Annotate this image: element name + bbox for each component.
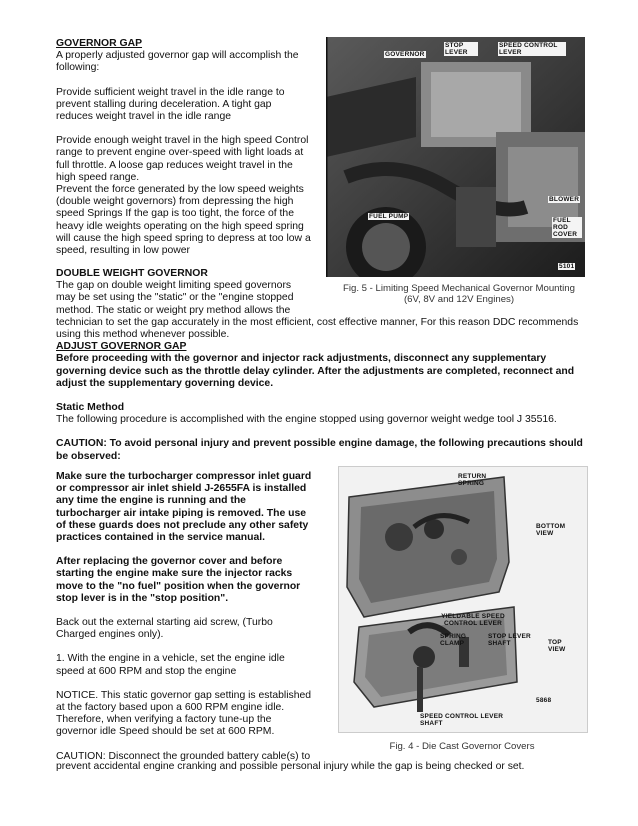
text-line: CAUTION: Disconnect the grounded battery cable(s) to bbox=[56, 750, 311, 762]
text-line: may be set using the "static" or the "engine stopped bbox=[56, 292, 294, 304]
text-line: Therefore, when verifying a factory tune-up the bbox=[56, 714, 272, 726]
text-line: adjust the supplementary governing device. bbox=[56, 377, 274, 389]
return-spring-label: RETURN SPRING bbox=[458, 473, 487, 487]
double-weight-heading: DOUBLE WEIGHT GOVERNOR bbox=[56, 268, 208, 279]
final-caution-line bbox=[56, 761, 596, 773]
precautions-section bbox=[56, 471, 326, 763]
double-weight-section bbox=[56, 268, 596, 463]
figure-code: 5101 bbox=[559, 263, 575, 270]
figure4-caption: Fig. 4 - Die Cast Governor Covers bbox=[389, 741, 535, 752]
governor-gap-section bbox=[56, 38, 318, 257]
text-line: NOTICE. This static governor gap setting is established bbox=[56, 689, 312, 701]
text-line: heavy idle weights operating on the high speed spring bbox=[56, 220, 304, 232]
text-line: using this method whenever possible. bbox=[56, 329, 230, 341]
covers-photo-art bbox=[339, 467, 587, 732]
text-line: range to prevent engine over-speed with light loads at bbox=[56, 147, 304, 159]
text-line: Make sure the turbocharger compressor inlet guard bbox=[56, 471, 312, 482]
top-view-label: TOP VIEW bbox=[548, 639, 566, 653]
text-line: turbocharger air intake piping is removed. The use bbox=[56, 507, 307, 519]
text-line: method. The static or weight pry method allows the bbox=[56, 304, 291, 316]
text-line: governing device such as the throttle delay cylinder. After the adjustments are completed, reconnect and bbox=[56, 365, 575, 377]
text-line: any time the engine is running and the bbox=[56, 495, 246, 507]
engine-governor-photo bbox=[326, 37, 585, 277]
text-line: Charged engines only). bbox=[56, 629, 164, 641]
text-line: stop lever is in the "stop position". bbox=[56, 592, 229, 604]
fuel-rod-cover-label: FUEL ROD COVER bbox=[552, 217, 582, 238]
stop-lever-shaft-label: STOP LEVER SHAFT bbox=[488, 633, 531, 647]
text-line: following: bbox=[56, 62, 100, 74]
governor-gap-heading: GOVERNOR GAP bbox=[56, 38, 143, 49]
text-line: Provide sufficient weight travel in the idle range to bbox=[56, 86, 285, 98]
static-heading: Static Method bbox=[56, 402, 125, 414]
text-line: Provide enough weight travel in the high speed Control bbox=[56, 135, 309, 147]
text-line: Back out the external starting aid screw, (Turbo bbox=[56, 617, 273, 629]
text-line: prevent accidental engine cranking and possible personal injury while the gap is being checked or set. bbox=[56, 761, 525, 772]
text-line: or compressor air inlet shield J-2655FA is installed bbox=[56, 483, 307, 495]
text-line: full throttle. A loose gap reduces weight travel in the bbox=[56, 159, 293, 171]
text-line: move to the "no fuel" position when the governor bbox=[56, 580, 301, 592]
text-line: After replacing the governor cover and before bbox=[56, 556, 283, 568]
caution-line: be observed: bbox=[56, 450, 121, 462]
text-line: speed, resulting in low power bbox=[56, 245, 190, 257]
text-line: at the factory based upon a 600 RPM engine idle. bbox=[56, 702, 285, 714]
text-line: speed at 600 RPM and stop the engine bbox=[56, 665, 237, 677]
text-line: reduces weight travel in the idle range bbox=[56, 111, 232, 123]
text-line: 1. With the engine in a vehicle, set the engine idle bbox=[56, 653, 285, 665]
caption-line: Fig. 5 - Limiting Speed Mechanical Governor Mounting bbox=[343, 283, 575, 294]
text-line: will cause the high speed spring to depress at too low a bbox=[56, 232, 311, 244]
text-line: high speed range. bbox=[56, 171, 140, 183]
text-line: governor idle Speed should be set at 600 RPM. bbox=[56, 726, 275, 738]
text-line: Prevent the force generated by the low speed weights bbox=[56, 184, 304, 196]
caution-line: CAUTION: To avoid personal injury and prevent possible engine damage, the following precautions should bbox=[56, 438, 583, 450]
adjust-heading: ADJUST GOVERNOR GAP bbox=[56, 341, 187, 353]
text-line: A properly adjusted governor gap will accomplish the bbox=[56, 50, 299, 62]
governor-label: GOVERNOR bbox=[385, 51, 425, 58]
text-line: Before proceeding with the governor and injector rack adjustments, disconnect any supplementary bbox=[56, 353, 547, 365]
blower-label: BLOWER bbox=[549, 196, 580, 203]
speed-control-shaft-label: SPEED CONTROL LEVER SHAFT bbox=[420, 713, 504, 727]
text-line: (double weight governors) from depressing the high bbox=[56, 196, 294, 208]
text-line: starting the engine make sure the injector racks bbox=[56, 568, 293, 580]
text-line: speed Springs If the gap is too tight, the force of the bbox=[56, 208, 294, 220]
bottom-view-label: BOTTOM VIEW bbox=[536, 523, 566, 537]
text-line: The gap on double weight limiting speed governors bbox=[56, 280, 292, 292]
text-line: The following procedure is accomplished with the engine stopped using governor weight wedge tool J 35516. bbox=[56, 414, 557, 426]
text-line: of these guards does not preclude any other safety bbox=[56, 519, 309, 531]
figure-code: 5868 bbox=[536, 697, 552, 704]
spring-clamp-label: SPRING CLAMP bbox=[440, 633, 467, 647]
stop-lever-label: STOP LEVER bbox=[444, 42, 478, 56]
text-line: technician to set the gap accurately in the most efficient, cost effective manner, For this reason DDC recommends bbox=[56, 316, 579, 328]
yieldable-lever-label: YIELDABLE SPEED CONTROL LEVER bbox=[441, 613, 505, 627]
speed-control-lever-label: SPEED CONTROL LEVER bbox=[498, 42, 566, 56]
caption-line: (6V, 8V and 12V Engines) bbox=[403, 294, 515, 305]
governor-covers-photo bbox=[338, 466, 588, 733]
text-line: prevent stalling during deceleration. A tight gap bbox=[56, 98, 272, 110]
engine-photo-art bbox=[326, 37, 585, 277]
fuel-pump-label: FUEL PUMP bbox=[369, 213, 409, 220]
text-line: practices contained in the service manual. bbox=[56, 532, 266, 544]
